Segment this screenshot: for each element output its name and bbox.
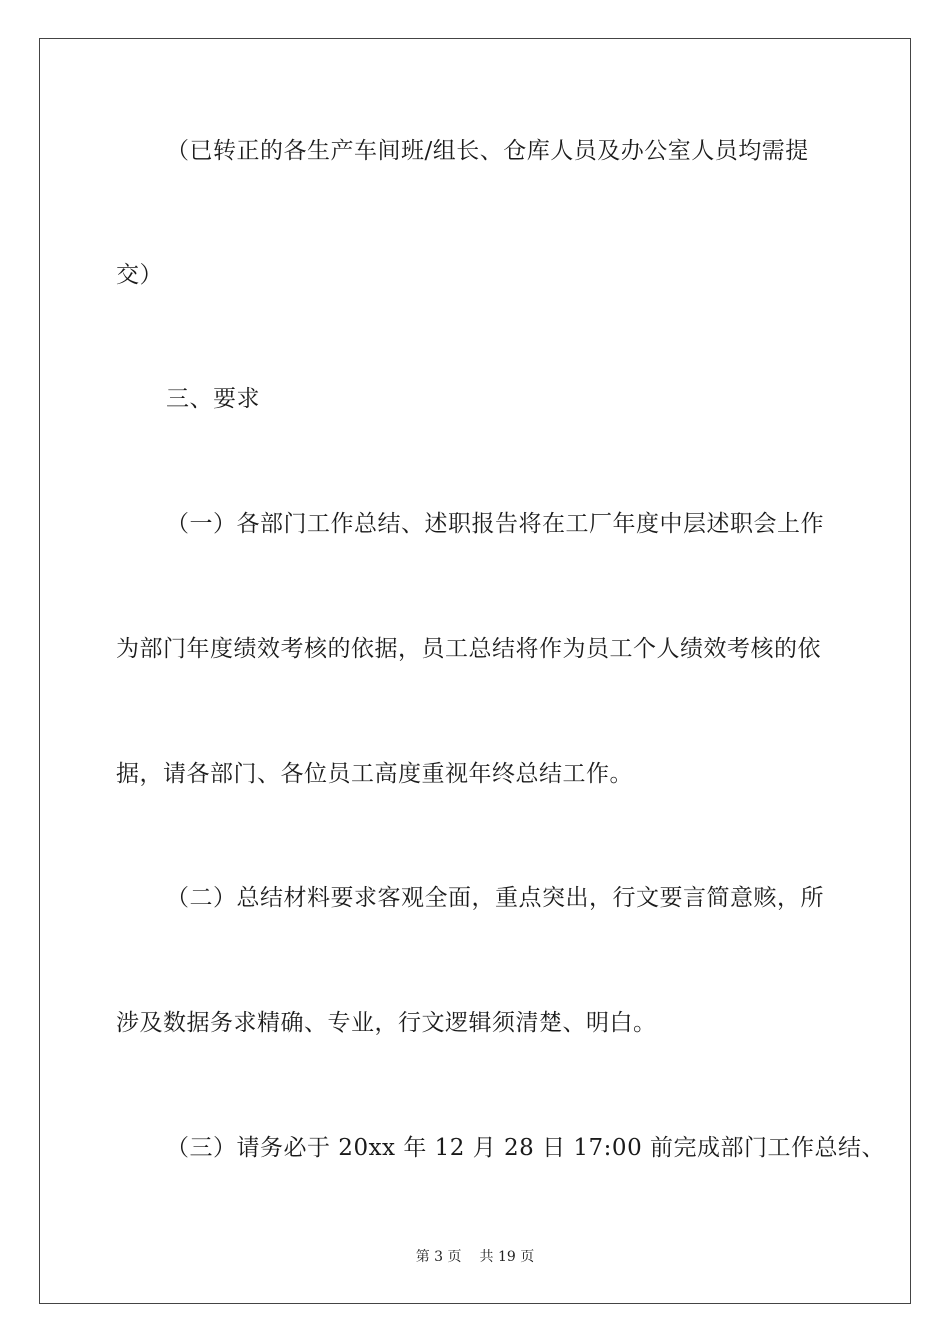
paragraph-line: （三）请务必于 20xx 年 12 月 28 日 17:00 前完成部门工作总结、 (166, 1135, 886, 1161)
page-footer (0, 1248, 950, 1266)
page-number: 第 3 页 (415, 1249, 462, 1265)
paragraph-line: （二）总结材料要求客观全面，重点突出，行文要言简意赅，所 (166, 885, 824, 911)
page-border (39, 38, 911, 1304)
paragraph-line: 为部门年度绩效考核的依据，员工总结将作为员工个人绩效考核的依 (116, 636, 821, 662)
paragraph-line: 交） (116, 262, 163, 288)
section-heading: 三、要求 (166, 386, 260, 412)
paragraph-line: 据，请各部门、各位员工高度重视年终总结工作。 (116, 761, 633, 787)
page-total: 共 19 页 (479, 1249, 535, 1265)
paragraph-line: （已转正的各生产车间班/组长、仓库人员及办公室人员均需提 (166, 138, 809, 164)
paragraph-line: 涉及数据务求精确、专业，行文逻辑须清楚、明白。 (116, 1010, 657, 1036)
paragraph-line: （一）各部门工作总结、述职报告将在工厂年度中层述职会上作 (166, 511, 824, 537)
